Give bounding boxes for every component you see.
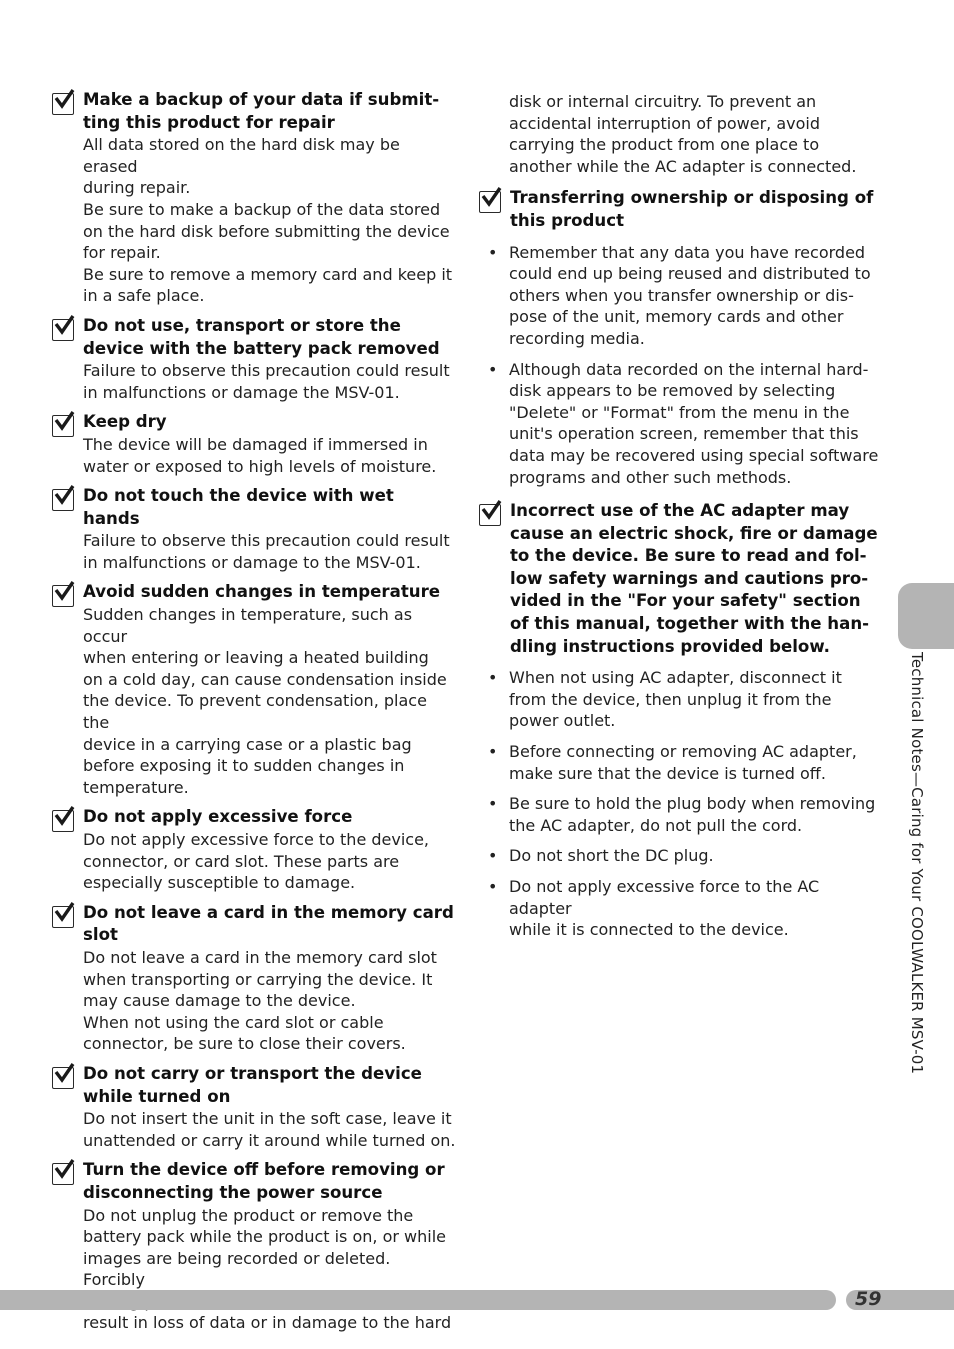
- list-item: • Before connecting or removing AC adapter, make sure that the device is turned off.: [488, 742, 857, 783]
- adapter-bullet-list: [479, 667, 879, 941]
- section-body: Sudden changes in temperature, such as occur when entering or leaving a heated building on a cold day, can cause condensation inside the device. To prevent condensation, place the device in a carrying case or a plastic bag before exposing it to sudden changes in temperature.: [83, 605, 447, 797]
- side-running-header: Technical Notes—Caring for Your COOLWALKER MSV-01: [908, 652, 926, 1075]
- section-title: Avoid sudden changes in temperature: [83, 582, 441, 602]
- section-body: Do not apply excessive force to the device, connector, or card slot. These parts are especially susceptible to damage.: [83, 830, 430, 893]
- section-temperature: [52, 581, 457, 798]
- left-column: [52, 89, 457, 1342]
- checkbox-check-icon: [52, 93, 74, 115]
- section-title: Do not touch the device with wet hands: [83, 486, 394, 528]
- list-item: • Remember that any data you have recorded could end up being reused and distributed to others when you transfer ownership or dis- pose of the unit, memory cards and other recording media.: [488, 242, 871, 348]
- chapter-tab: [898, 583, 954, 649]
- checkbox-check-icon: [52, 415, 74, 437]
- section-title: Do not leave a card in the memory card slot: [83, 902, 454, 945]
- list-item: • When not using AC adapter, disconnect it from the device, then unplug it from the power outlet.: [488, 668, 842, 731]
- section-title: Transferring ownership or disposing of this product: [510, 188, 874, 230]
- section-title: Make a backup of your data if submit- ting this product for repair: [83, 90, 440, 132]
- checkbox-check-icon: [479, 504, 501, 526]
- section-backup: [52, 89, 457, 307]
- section-turned-on: [52, 1063, 457, 1151]
- section-title: Do not carry or transport the device while turned on: [83, 1063, 422, 1106]
- checkbox-check-icon: [52, 810, 74, 832]
- section-ac-adapter: [479, 500, 879, 658]
- section-title: Turn the device off before removing or disconnecting the power source: [83, 1160, 445, 1202]
- list-item: • Do not apply excessive force to the AC adapter while it is connected to the device.: [488, 877, 820, 940]
- section-title: Keep dry: [83, 412, 167, 432]
- section-memory-card: [52, 902, 457, 1055]
- checkbox-check-icon: [479, 191, 501, 213]
- section-body: Failure to observe this precaution could result in malfunctions or damage the MSV-01.: [83, 361, 450, 402]
- checkbox-check-icon: [52, 906, 74, 928]
- list-item: • Do not short the DC plug.: [488, 846, 714, 866]
- checkbox-check-icon: [52, 1163, 74, 1185]
- right-column: [479, 89, 879, 953]
- section-body: All data stored on the hard disk may be erased during repair. Be sure to make a backup of the data stored on the hard disk before submitting the device for repair. Be sure to remove a memory card and keep it in a safe place.: [83, 135, 453, 306]
- section-body: Do not unplug the product or remove the battery pack while the product is on, or while images are being recorded or deleted. Forcibly result in loss of data or in damage to the hard: [83, 1205, 452, 1333]
- section-transfer-ownership: [479, 187, 879, 232]
- section-body: Do not insert the unit in the soft case, leave it unattended or carry it around while turned on.: [83, 1109, 456, 1150]
- section-wet-hands: [52, 485, 457, 573]
- transfer-bullet-list: [479, 242, 879, 489]
- section-body: The device will be damaged if immersed in water or exposed to high levels of moisture.: [83, 434, 437, 476]
- section-title: Incorrect use of the AC adapter may cause an electric shock, fire or damage to the device. Be sure to read and fol- low safety warnings and cautions pro- vided in the "For your safety" section of this manual, together with the han- dling instructions provided below.: [510, 501, 878, 656]
- page-number: 59: [855, 1288, 882, 1310]
- section-body: Do not leave a card in the memory card slot when transporting or carrying the device. It may cause damage to the device. When not using the card slot or cable connector, be sure to close their covers.: [83, 947, 437, 1054]
- footer-bar: [0, 1290, 836, 1310]
- section-title: Do not use, transport or store the device with the battery pack removed: [83, 315, 440, 358]
- section-excessive-force: [52, 806, 457, 893]
- checkbox-check-icon: [52, 1067, 74, 1089]
- checkbox-check-icon: [52, 585, 74, 607]
- list-item: • Although data recorded on the internal hard- disk appears to be removed by selecting "Delete" or "Format" from the menu in the unit's operation screen, remember that this data may be recovered using special software programs and other such methods.: [488, 359, 879, 487]
- checkbox-check-icon: [52, 319, 74, 341]
- list-item: • Be sure to hold the plug body when removing the AC adapter, do not pull the cord.: [488, 794, 876, 835]
- section-body: Failure to observe this precaution could result in malfunctions or damage to the MSV-01.: [83, 531, 450, 572]
- section-keep-dry: [52, 411, 457, 477]
- section-title: Do not apply excessive force: [83, 807, 353, 827]
- checkbox-check-icon: [52, 489, 74, 511]
- continuation-text: disk or internal circuitry. To prevent an accidental interruption of power, avoid carrying the product from one place to another while the AC adapter is connected.: [509, 92, 857, 176]
- section-battery: [52, 315, 457, 403]
